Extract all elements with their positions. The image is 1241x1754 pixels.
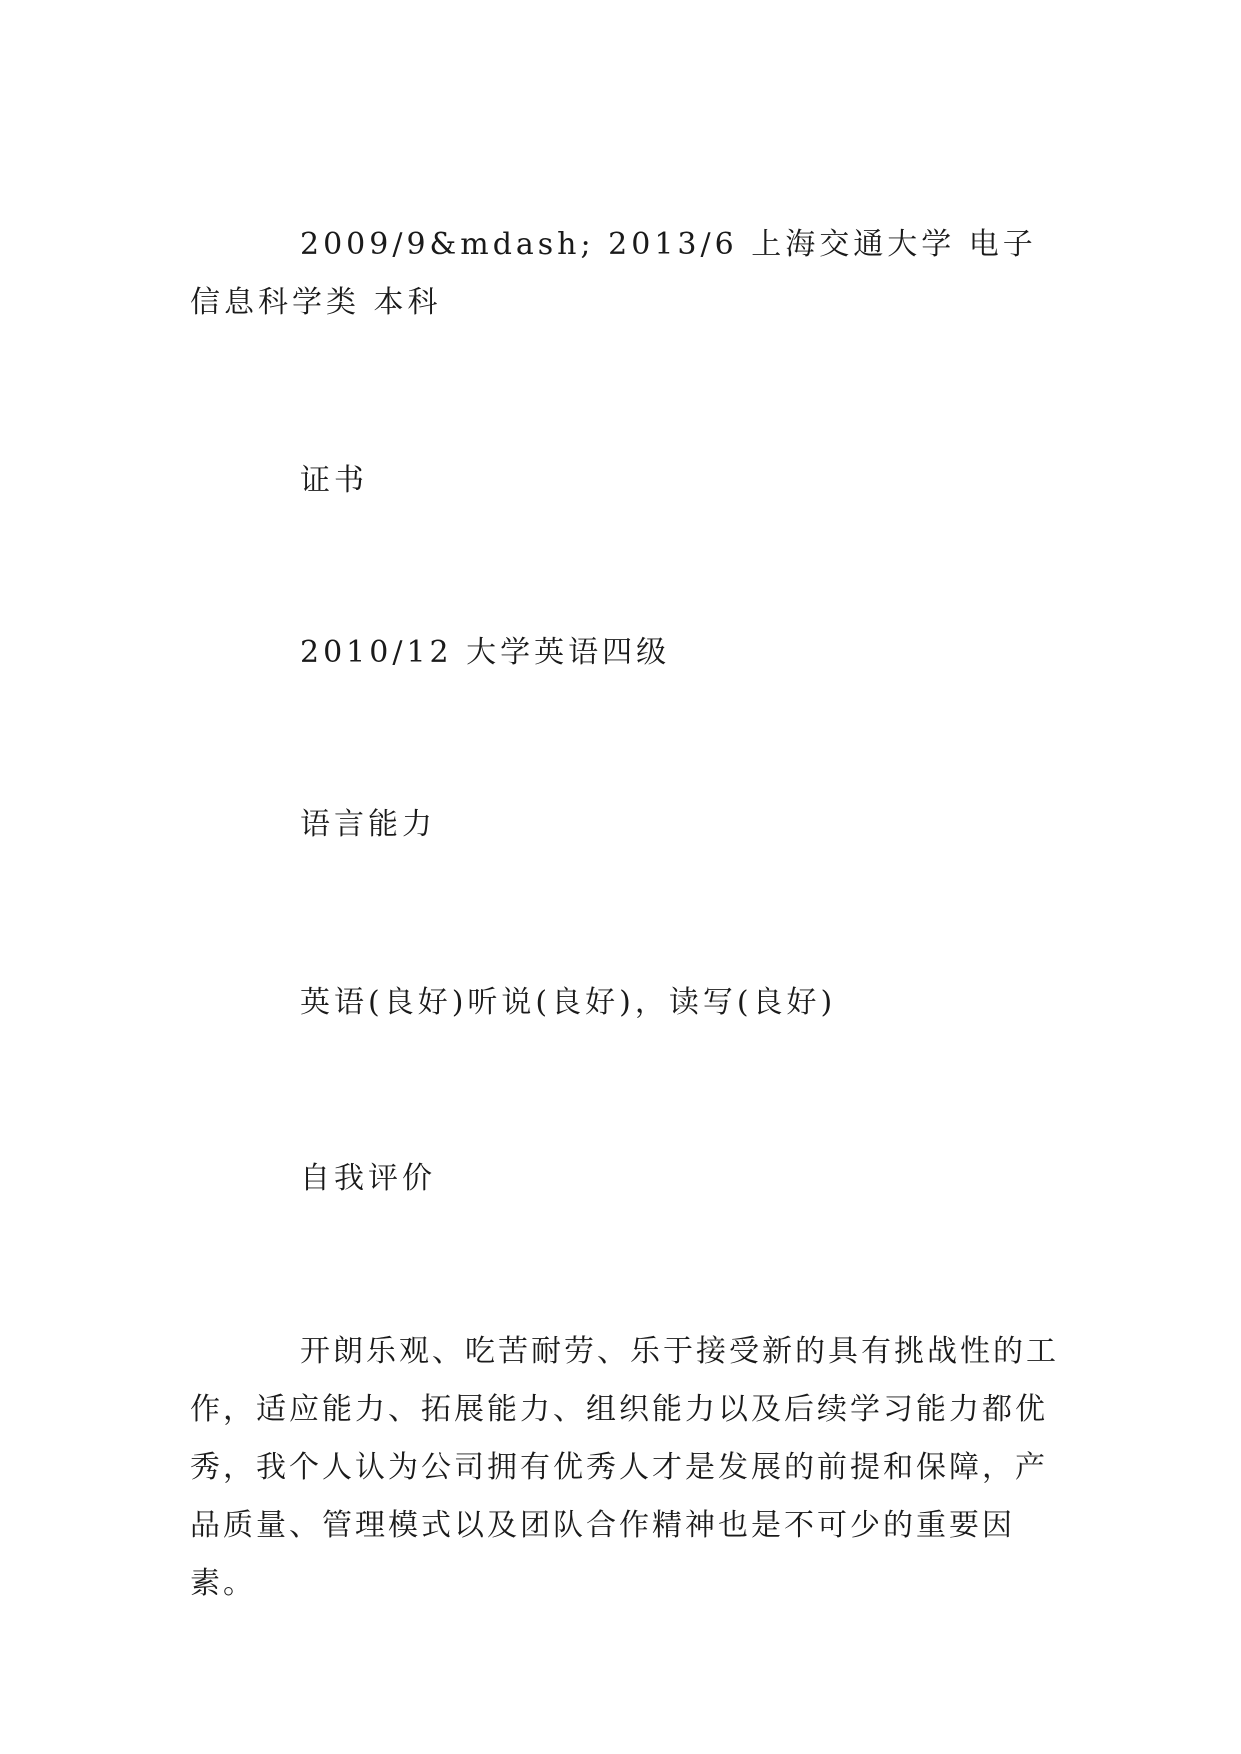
certificate-entry: 2010/12 大学英语四级 — [300, 635, 671, 670]
self-evaluation-text: 开朗乐观、吃苦耐劳、乐于接受新的具有挑战性的工作，适应能力、拓展能力、组织能力以及后续学习能力都优秀，我个人认为公司拥有优秀人才是发展的前提和保障，产品质量、管理模式以及团队合作精神也是不可少的重要因素。 — [190, 1334, 1059, 1601]
education-entry: 2009/9&mdash; 2013/6 上海交通大学 电子信息科学类 本科 — [190, 227, 1037, 320]
certificates-heading: 证书 — [300, 463, 368, 498]
self-evaluation-heading: 自我评价 — [300, 1161, 436, 1196]
language-detail: 英语(良好)听说(良好)，读写(良好) — [300, 985, 837, 1020]
language-heading: 语言能力 — [300, 807, 436, 842]
